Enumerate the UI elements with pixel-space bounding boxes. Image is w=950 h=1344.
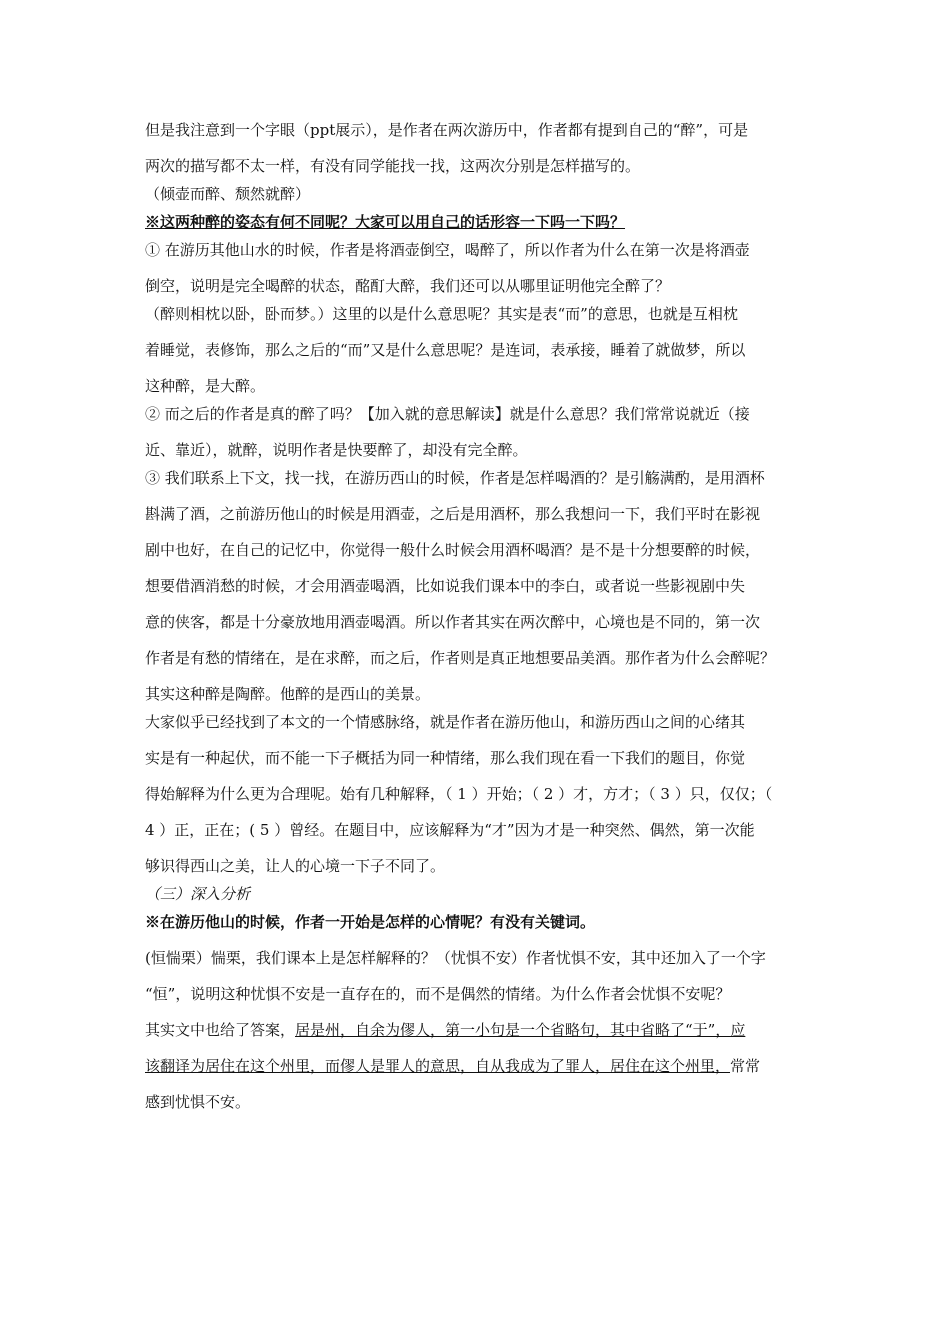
question-heading: ※这两种醉的姿态有何不同呢？大家可以用自己的话形容一下吗一下吗？ [145,213,626,231]
paragraph-line: （醉则相枕以卧，卧而梦。）这里的以是什么意思呢？其实是表“而”的意思，也就是互相枕 [145,305,738,323]
paragraph-line: （倾壶而醉、颓然就醉） [145,185,311,203]
paragraph-line: ② 而之后的作者是真的醉了吗？【加入就的意思解读】就是什么意思？我们常常说就近（接 [145,405,750,423]
paragraph-line: (恒惴栗）惴栗，我们课本上是怎样解释的？（忧惧不安）作者忧惧不安，其中还加入了一个字 [145,949,766,967]
paragraph-line: 斟满了酒，之前游历他山的时候是用酒壶，之后是用酒杯，那么我想问一下，我们平时在影视 [145,505,761,523]
paragraph-line: 近、靠近），就醉，说明作者是快要醉了，却没有完全醉。 [145,441,528,459]
paragraph-line: 倒空，说明是完全喝醉的状态，酩酊大醉，我们还可以从哪里证明他完全醉了？ [145,277,671,295]
paragraph-line: 实是有一种起伏，而不能一下子概括为同一种情绪，那么我们现在看一下我们的题目，你觉 [145,749,746,767]
underlined-text: 该翻译为居住在这个州里，而僇人是罪人的意思，自从我成为了罪人，居住在这个州里， [145,1057,731,1075]
paragraph-line [145,1020,825,1040]
paragraph-line: 剧中也好，在自己的记忆中，你觉得一般什么时候会用酒杯喝酒？是不是十分想要醉的时候， [145,541,761,559]
paragraph-line: 大家似乎已经找到了本文的一个情感脉络，就是作者在游历他山，和游历西山之间的心绪其 [145,713,746,731]
line-text: 常常 [730,1057,761,1075]
paragraph-line: 意的侠客，都是十分豪放地用酒壶喝酒。所以作者其实在两次醉中，心境也是不同的，第一次 [145,613,761,631]
paragraph-line: 4 ）正，正在；( 5 ）曾经。在题目中，应该解释为“才”因为才是一种突然、偶然，第一次能 [145,821,755,839]
paragraph-line: 想要借酒消愁的时候，才会用酒壶喝酒，比如说我们课本中的李白，或者说一些影视剧中失 [145,577,746,595]
underlined-text: 居是州，自余为僇人，第一小句是一个省略句，其中省略了“于”，应 [295,1021,746,1039]
paragraph-line: “恒”，说明这种忧惧不安是一直存在的，而不是偶然的情绪。为什么作者会忧惧不安呢？ [145,985,731,1003]
paragraph-line: 够识得西山之美，让人的心境一下子不同了。 [145,857,446,875]
paragraph-line: 这种醉，是大醉。 [145,377,266,395]
paragraph-line: 感到忧惧不安。 [145,1093,251,1111]
paragraph-line: ① 在游历其他山水的时候，作者是将酒壶倒空，喝醉了，所以作者为什么在第一次是将酒壶 [145,241,750,259]
document-body [145,120,825,1112]
paragraph-line: 作者是有愁的情绪在，是在求醉，而之后，作者则是真正地想要品美酒。那作者为什么会醉呢？ [145,649,776,667]
question-heading: ※在游历他山的时候，作者一开始是怎样的心情呢？有没有关键词。 [145,913,596,931]
section-heading: （三）深入分析 [145,885,251,903]
paragraph-line: 但是我注意到一个字眼（ppt展示），是作者在两次游历中，作者都有提到自己的“醉”，可是 [145,121,749,139]
paragraph-line: 着睡觉，表修饰，那么之后的“而”又是什么意思呢？是连词，表承接，睡着了就做梦，所以 [145,341,746,359]
line-text: 其实文中也给了答案， [145,1021,296,1039]
paragraph-line: 两次的描写都不太一样，有没有同学能找一找，这两次分别是怎样描写的。 [145,157,641,175]
paragraph-line: 其实这种醉是陶醉。他醉的是西山的美景。 [145,685,431,703]
paragraph-line: ③ 我们联系上下文，找一找，在游历西山的时候，作者是怎样喝酒的？是引觞满酌，是用酒杯 [145,469,765,487]
paragraph-line [145,1056,825,1076]
paragraph-line: 得始解释为什么更为合理呢。始有几种解释，（ 1 ）开始；（ 2 ）才，方才；（ 3 ）只，仅仅；（ [145,785,773,803]
